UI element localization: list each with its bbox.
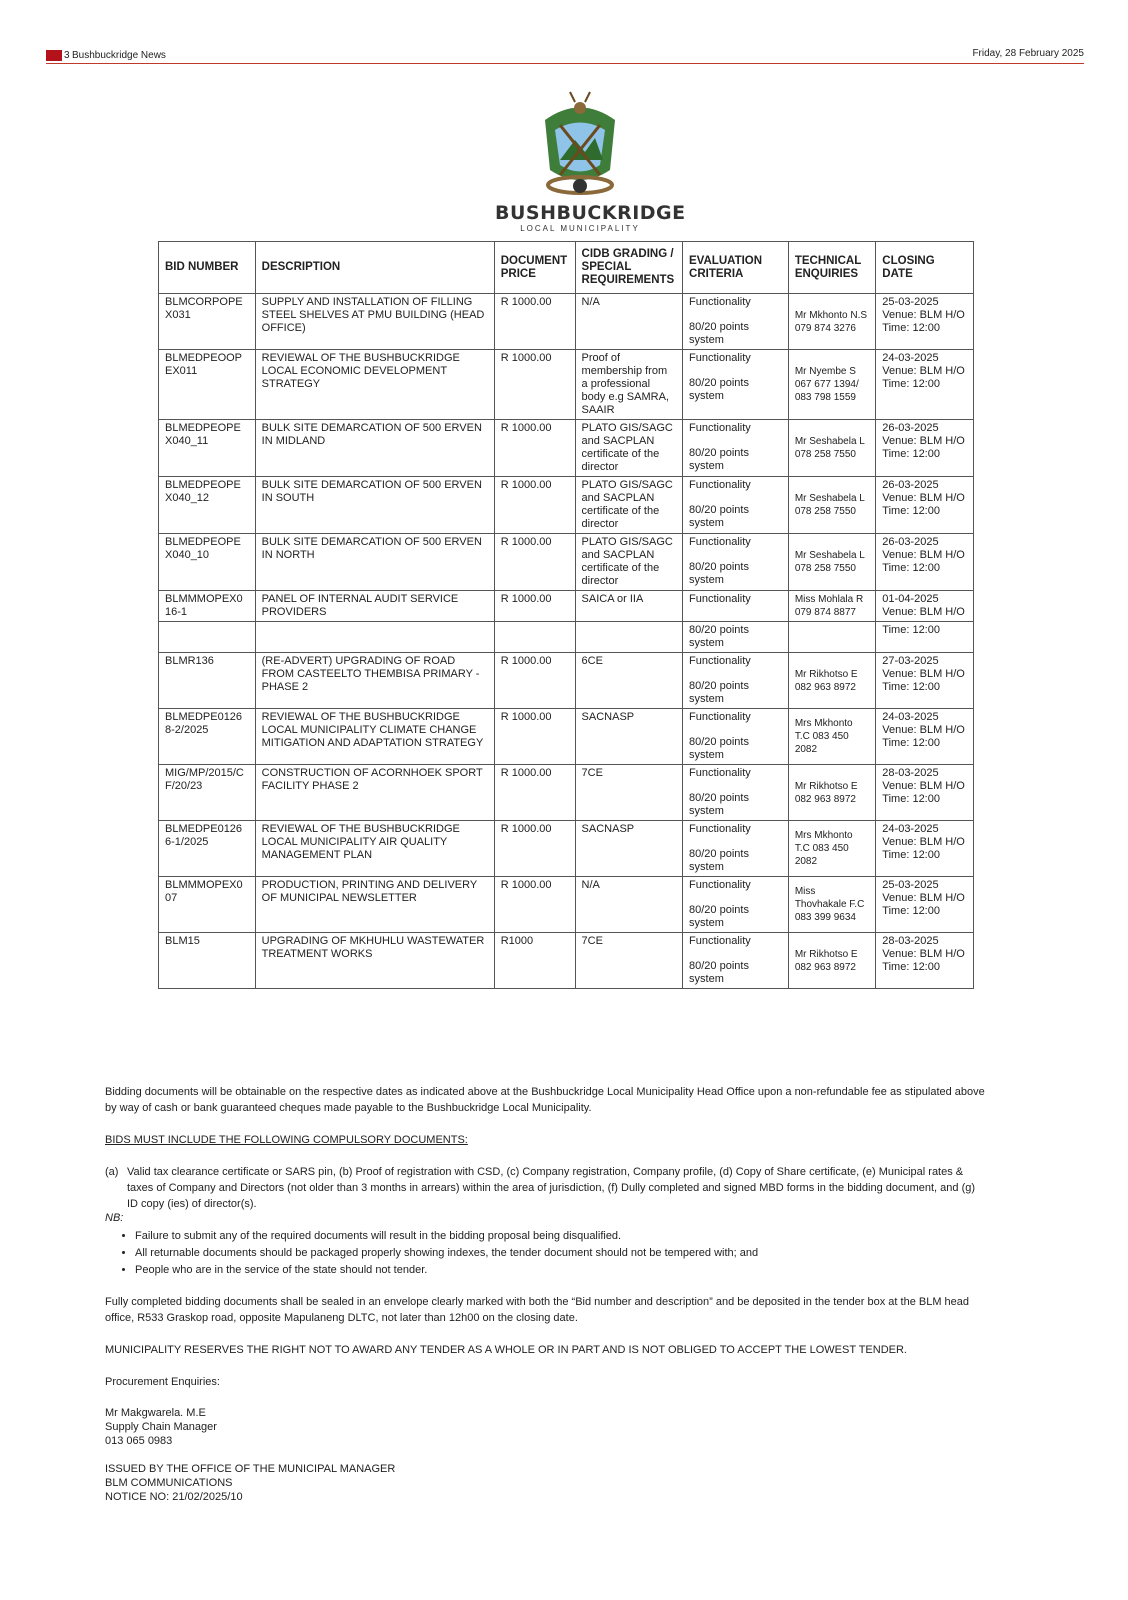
technical-enquiries-cell: Mr Rikhotso E 082 963 8972: [788, 765, 875, 821]
logo-name: BUSHBUCKRIDGE: [495, 202, 686, 224]
closing-date-cell: 01-04-2025 Venue: BLM H/O: [876, 591, 974, 622]
evaluation-cell: [683, 765, 789, 821]
procurement-label: Procurement Enquiries:: [105, 1376, 220, 1388]
table-row: [159, 622, 974, 653]
evaluation-primary: Functionality: [689, 935, 751, 947]
bid-number-cell: [159, 622, 256, 653]
evaluation-cell: [683, 709, 789, 765]
bid-number-cell: MIG/MP/2015/C F/20/23: [159, 765, 256, 821]
closing-date-cell: 26-03-2025 Venue: BLM H/O Time: 12:00: [876, 420, 974, 477]
page-header: [46, 48, 1084, 64]
description-cell: (RE-ADVERT) UPGRADING OF ROAD FROM CASTEELTO THEMBISA PRIMARY - PHASE 2: [255, 653, 494, 709]
evaluation-cell: [683, 477, 789, 534]
table-row: [159, 709, 974, 765]
cidb-cell: N/A: [575, 294, 682, 350]
compulsory-item-a: [105, 1164, 985, 1212]
price-cell: R 1000.00: [494, 420, 575, 477]
evaluation-secondary: 80/20 points system: [689, 904, 749, 929]
closing-date-cell: 25-03-2025 Venue: BLM H/O Time: 12:00: [876, 877, 974, 933]
price-cell: R 1000.00: [494, 294, 575, 350]
column-header: DESCRIPTION: [255, 242, 494, 294]
column-header: CLOSING DATE: [876, 242, 974, 294]
column-header: DOCUMENT PRICE: [494, 242, 575, 294]
bid-number-cell: BLMEDPEOPE X040_11: [159, 420, 256, 477]
table-header-row: [159, 242, 974, 294]
list-item: • All returnable documents should be packaged properly showing indexes, the tender document should not be tempered with; and: [135, 1245, 985, 1261]
table-row: [159, 933, 974, 989]
cidb-cell: 7CE: [575, 765, 682, 821]
bid-number-cell: BLMMMOPEX0 07: [159, 877, 256, 933]
technical-enquiries-cell: Mr Seshabela L 078 258 7550: [788, 477, 875, 534]
evaluation-cell: [683, 350, 789, 420]
intro-paragraph: Bidding documents will be obtainable on the respective dates as indicated above at the Bushbuckridge Local Municipality Head Office upon a non-refundable fee as stipulated above by way of cash or bank guaranteed cheques made payable to the Bushbuckridge Local Municipality.: [105, 1086, 985, 1114]
evaluation-primary: Functionality: [689, 879, 751, 891]
table-row: [159, 477, 974, 534]
technical-enquiries-cell: Mr Nyembe S 067 677 1394/ 083 798 1559: [788, 350, 875, 420]
column-header: CIDB GRADING / SPECIAL REQUIREMENTS: [575, 242, 682, 294]
spacer: [689, 549, 782, 561]
evaluation-cell: [683, 877, 789, 933]
evaluation-primary: Functionality: [689, 352, 751, 364]
bid-number-cell: BLMCORPOPE X031: [159, 294, 256, 350]
evaluation-cell: [683, 420, 789, 477]
evaluation-primary: Functionality: [689, 536, 751, 548]
cidb-cell: 6CE: [575, 653, 682, 709]
bid-number-cell: BLMR136: [159, 653, 256, 709]
list-item: • People who are in the service of the state should not tender.: [135, 1262, 985, 1278]
evaluation-secondary: 80/20 points system: [689, 447, 749, 472]
item-text: Valid tax clearance certificate or SARS pin, (b) Proof of registration with CSD, (c) Company registration, Company profile, (d) Copy of Share certificate, (e) Municipal rates & taxes of Company and Directors (not older than 3 months in arrears) within the area of jurisdiction, (f) Dully completed and signed MBD forms in the bidding document, and (g) ID copy (ies) of director(s).: [127, 1166, 976, 1210]
closing-date-cell: 24-03-2025 Venue: BLM H/O Time: 12:00: [876, 350, 974, 420]
issued-block: [105, 1462, 985, 1504]
closing-date-cell: Time: 12:00: [876, 622, 974, 653]
evaluation-secondary: 80/20 points system: [689, 792, 749, 817]
technical-enquiries-cell: Mr Rikhotso E 082 963 8972: [788, 933, 875, 989]
evaluation-primary: Functionality: [689, 593, 751, 605]
evaluation-primary: Functionality: [689, 296, 751, 308]
sealed-paragraph: Fully completed bidding documents shall be sealed in an envelope clearly marked with both the “Bid number and description” and be deposited in the tender box at the BLM head office, R533 Graskop road, opposite Mapulaneng DLTC, not later than 12h00 on the closing date.: [105, 1296, 970, 1324]
issue-date: Friday, 28 February 2025: [972, 48, 1084, 59]
description-cell: REVIEWAL OF THE BUSHBUCKRIDGE LOCAL ECONOMIC DEVELOPMENT STRATEGY: [255, 350, 494, 420]
evaluation-secondary: 80/20 points system: [689, 736, 749, 761]
price-cell: R 1000.00: [494, 534, 575, 591]
bid-number-cell: BLMEDPEOOP EX011: [159, 350, 256, 420]
evaluation-primary: 80/20 points system: [689, 624, 749, 649]
closing-date-cell: 28-03-2025 Venue: BLM H/O Time: 12:00: [876, 765, 974, 821]
technical-enquiries-cell: Mr Rikhotso E 082 963 8972: [788, 653, 875, 709]
description-cell: REVIEWAL OF THE BUSHBUCKRIDGE LOCAL MUNICIPALITY CLIMATE CHANGE MITIGATION AND ADAPTATION STRATEGY: [255, 709, 494, 765]
price-cell: [494, 622, 575, 653]
description-cell: SUPPLY AND INSTALLATION OF FILLING STEEL SHELVES AT PMU BUILDING (HEAD OFFICE): [255, 294, 494, 350]
cidb-cell: N/A: [575, 877, 682, 933]
cidb-cell: SACNASP: [575, 821, 682, 877]
notice-body: [105, 1084, 985, 1518]
list-item: • Failure to submit any of the required documents will result in the bidding proposal being disqualified.: [135, 1228, 985, 1244]
municipality-logo: [495, 90, 686, 233]
evaluation-secondary: 80/20 points system: [689, 848, 749, 873]
evaluation-primary: Functionality: [689, 823, 751, 835]
item-label: (a): [105, 1166, 119, 1178]
description-cell: CONSTRUCTION OF ACORNHOEK SPORT FACILITY PHASE 2: [255, 765, 494, 821]
table-row: [159, 877, 974, 933]
cidb-cell: PLATO GIS/SAGC and SACPLAN certificate of the director: [575, 420, 682, 477]
evaluation-primary: Functionality: [689, 479, 751, 491]
issued-line: NOTICE NO: 21/02/2025/10: [105, 1491, 243, 1503]
contact-block: [105, 1406, 985, 1448]
cidb-cell: PLATO GIS/SAGC and SACPLAN certificate of the director: [575, 534, 682, 591]
column-header: BID NUMBER: [159, 242, 256, 294]
description-cell: [255, 622, 494, 653]
price-cell: R 1000.00: [494, 877, 575, 933]
technical-enquiries-cell: Miss Thovhakale F.C 083 399 9634: [788, 877, 875, 933]
column-header: EVALUATION CRITERIA: [683, 242, 789, 294]
spacer: [689, 435, 782, 447]
evaluation-secondary: 80/20 points system: [689, 561, 749, 586]
bid-number-cell: BLM15: [159, 933, 256, 989]
bid-number-cell: BLMMMOPEX0 16-1: [159, 591, 256, 622]
table-row: [159, 821, 974, 877]
description-cell: BULK SITE DEMARCATION OF 500 ERVEN IN NORTH: [255, 534, 494, 591]
price-cell: R 1000.00: [494, 821, 575, 877]
evaluation-secondary: 80/20 points system: [689, 321, 749, 346]
spacer: [689, 492, 782, 504]
description-cell: REVIEWAL OF THE BUSHBUCKRIDGE LOCAL MUNICIPALITY AIR QUALITY MANAGEMENT PLAN: [255, 821, 494, 877]
description-cell: BULK SITE DEMARCATION OF 500 ERVEN IN MIDLAND: [255, 420, 494, 477]
nb-list: [135, 1228, 985, 1278]
cidb-cell: 7CE: [575, 933, 682, 989]
price-cell: R1000: [494, 933, 575, 989]
cidb-cell: Proof of membership from a professional body e.g SAMRA, SAAIR: [575, 350, 682, 420]
closing-date-cell: 25-03-2025 Venue: BLM H/O Time: 12:00: [876, 294, 974, 350]
price-cell: R 1000.00: [494, 709, 575, 765]
evaluation-secondary: 80/20 points system: [689, 680, 749, 705]
evaluation-primary: Functionality: [689, 655, 751, 667]
closing-date-cell: 24-03-2025 Venue: BLM H/O Time: 12:00: [876, 821, 974, 877]
closing-date-cell: 27-03-2025 Venue: BLM H/O Time: 12:00: [876, 653, 974, 709]
evaluation-cell: [683, 591, 789, 622]
spacer: [689, 892, 782, 904]
cidb-cell: SAICA or IIA: [575, 591, 682, 622]
evaluation-primary: Functionality: [689, 711, 751, 723]
header-divider: [46, 63, 1084, 64]
evaluation-cell: [683, 534, 789, 591]
compulsory-heading: BIDS MUST INCLUDE THE FOLLOWING COMPULSORY DOCUMENTS:: [105, 1134, 468, 1146]
spacer: [689, 948, 782, 960]
evaluation-cell: [683, 821, 789, 877]
issued-line: ISSUED BY THE OFFICE OF THE MUNICIPAL MANAGER: [105, 1463, 396, 1475]
bid-number-cell: BLMEDPE0126 8-2/2025: [159, 709, 256, 765]
technical-enquiries-cell: Mr Mkhonto N.S 079 874 3276: [788, 294, 875, 350]
section-title: Bushbuckridge News: [72, 50, 166, 61]
bids-table: [158, 241, 974, 989]
spacer: [689, 836, 782, 848]
spacer: [689, 309, 782, 321]
price-cell: R 1000.00: [494, 653, 575, 709]
cidb-cell: [575, 622, 682, 653]
description-cell: UPGRADING OF MKHUHLU WASTEWATER TREATMENT WORKS: [255, 933, 494, 989]
contact-line: 013 065 0983: [105, 1435, 173, 1447]
evaluation-cell: [683, 653, 789, 709]
price-cell: R 1000.00: [494, 477, 575, 534]
cidb-cell: PLATO GIS/SAGC and SACPLAN certificate of the director: [575, 477, 682, 534]
evaluation-cell: [683, 622, 789, 653]
description-cell: PANEL OF INTERNAL AUDIT SERVICE PROVIDERS: [255, 591, 494, 622]
contact-line: Mr Makgwarela. M.E: [105, 1407, 206, 1419]
price-cell: R 1000.00: [494, 591, 575, 622]
spacer: [689, 668, 782, 680]
technical-enquiries-cell: Mrs Mkhonto T.C 083 450 2082: [788, 821, 875, 877]
technical-enquiries-cell: Mr Seshabela L 078 258 7550: [788, 420, 875, 477]
price-cell: R 1000.00: [494, 350, 575, 420]
reserve-paragraph: MUNICIPALITY RESERVES THE RIGHT NOT TO AWARD ANY TENDER AS A WHOLE OR IN PART AND IS NOT OBLIGED TO ACCEPT THE LOWEST TENDER.: [105, 1344, 907, 1356]
evaluation-secondary: 80/20 points system: [689, 377, 749, 402]
closing-date-cell: 24-03-2025 Venue: BLM H/O Time: 12:00: [876, 709, 974, 765]
column-header: TECHNICAL ENQUIRIES: [788, 242, 875, 294]
page-marker: [46, 50, 62, 61]
evaluation-primary: Functionality: [689, 767, 751, 779]
description-cell: PRODUCTION, PRINTING AND DELIVERY OF MUNICIPAL NEWSLETTER: [255, 877, 494, 933]
technical-enquiries-cell: Mrs Mkhonto T.C 083 450 2082: [788, 709, 875, 765]
cidb-cell: SACNASP: [575, 709, 682, 765]
issued-line: BLM COMMUNICATIONS: [105, 1477, 233, 1489]
spacer: [689, 724, 782, 736]
technical-enquiries-cell: [788, 622, 875, 653]
bid-number-cell: BLMEDPEOPE X040_10: [159, 534, 256, 591]
table-row: [159, 653, 974, 709]
page-number: 3: [64, 50, 70, 61]
table-row: [159, 765, 974, 821]
evaluation-secondary: 80/20 points system: [689, 960, 749, 985]
closing-date-cell: 26-03-2025 Venue: BLM H/O Time: 12:00: [876, 534, 974, 591]
evaluation-cell: [683, 294, 789, 350]
contact-line: Supply Chain Manager: [105, 1421, 217, 1433]
evaluation-primary: Functionality: [689, 422, 751, 434]
closing-date-cell: 28-03-2025 Venue: BLM H/O Time: 12:00: [876, 933, 974, 989]
logo-subtitle: LOCAL MUNICIPALITY: [520, 224, 640, 233]
table-row: [159, 350, 974, 420]
evaluation-cell: [683, 933, 789, 989]
crest-icon: [525, 90, 635, 200]
technical-enquiries-cell: Miss Mohlala R 079 874 8877: [788, 591, 875, 622]
description-cell: BULK SITE DEMARCATION OF 500 ERVEN IN SOUTH: [255, 477, 494, 534]
table-row: [159, 591, 974, 622]
nb-label: NB:: [105, 1212, 124, 1224]
price-cell: R 1000.00: [494, 765, 575, 821]
technical-enquiries-cell: Mr Seshabela L 078 258 7550: [788, 534, 875, 591]
table-row: [159, 420, 974, 477]
bid-number-cell: BLMEDPEOPE X040_12: [159, 477, 256, 534]
table-row: [159, 534, 974, 591]
evaluation-secondary: 80/20 points system: [689, 504, 749, 529]
spacer: [689, 365, 782, 377]
table-row: [159, 294, 974, 350]
closing-date-cell: 26-03-2025 Venue: BLM H/O Time: 12:00: [876, 477, 974, 534]
bid-number-cell: BLMEDPE0126 6-1/2025: [159, 821, 256, 877]
spacer: [689, 780, 782, 792]
